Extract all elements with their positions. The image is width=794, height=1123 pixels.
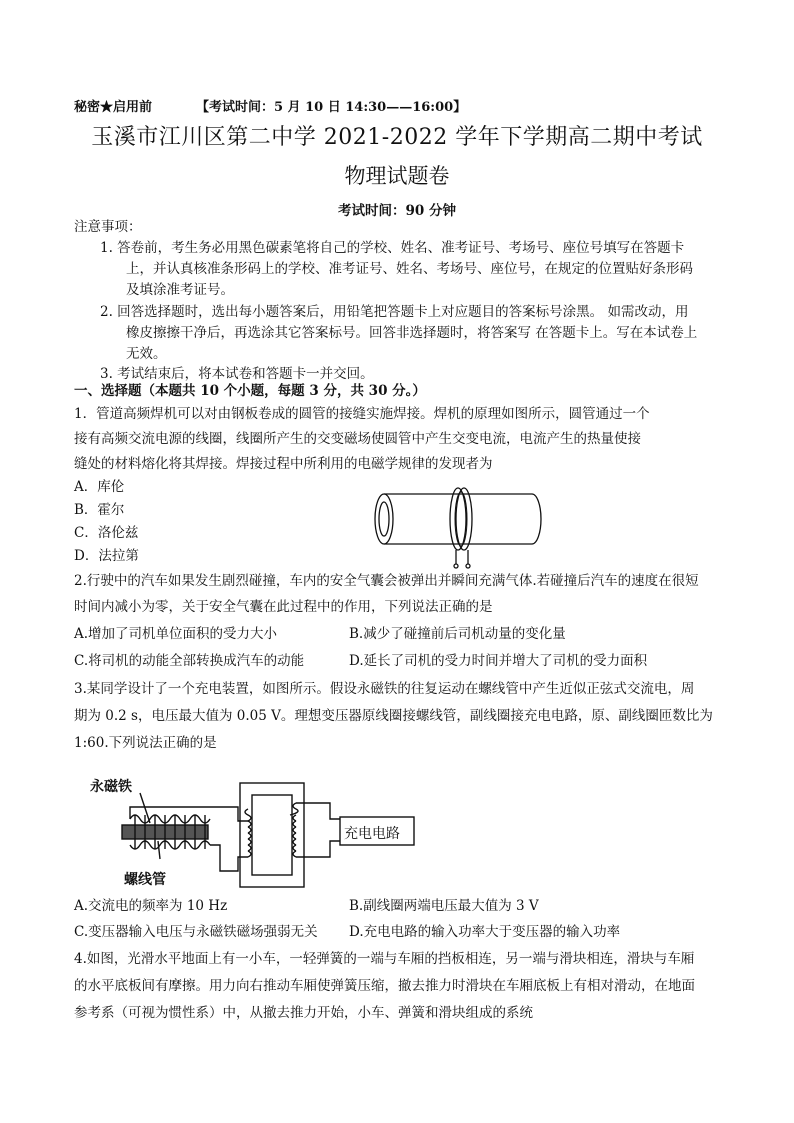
q4-stem-line-2: 的水平底板间有摩擦。用力向右推动车厢使弹簧压缩，撤去推力时滑块在车厢底板上有相对滑动，在地面 [74,978,695,994]
q3-stem-line-2: 期为 0.2 s，电压最大值为 0.05 V。理想变压器原线圈接螺线管，副线圈接充电电路，原、副线圈匝数比为 [74,708,713,724]
q2-option-c: C.将司机的动能全部转换成汽车的动能 [74,653,305,669]
note-2-line-3: 无效。 [126,346,167,362]
q2-option-d: D.延长了司机的受力时间并增大了司机的受力面积 [349,653,648,669]
note-3: 3. 考试结束后，将本试卷和答题卡一并交回。 [100,366,374,382]
note-1-line-2: 上，并认真核准条形码上的学校、准考证号、姓名、考场号、座位号，在规定的位置贴好条形码 [126,261,693,277]
transformer-figure [90,773,420,893]
q3-option-a: A.交流电的频率为 10 Hz [74,898,228,914]
q1-option-d: D．法拉第 [74,548,139,564]
q2-option-a: A.增加了司机单位面积的受力大小 [74,626,278,642]
q3-stem-line-1: 3.某同学设计了一个充电装置，如图所示。假设永磁铁的往复运动在螺线管中产生近似正弦式交流电，周 [74,681,695,697]
secret-label: 秘密★启用前 [74,100,153,115]
q1-option-b: B．霍尔 [74,502,125,518]
note-2-line-1: 2. 回答选择题时，选出每小题答案后，用铅笔把答题卡上对应题目的答案标号涂黑。 如需改动，用 [100,304,689,320]
note-1-line-3: 及填涂准考证号。 [126,282,234,298]
q3-option-b: B.副线圈两端电压最大值为 3 V [349,898,539,914]
notes-heading: 注意事项： [74,219,142,235]
pipe-coil-figure [372,478,547,570]
q2-stem-line-1: 2.行驶中的汽车如果发生剧烈碰撞，车内的安全气囊会被弹出并瞬间充满气体.若碰撞后汽车的速度在很短 [74,573,699,589]
page-subtitle: 物理试题卷 [344,164,450,188]
q3-stem-line-3: 1:60.下列说法正确的是 [74,735,217,751]
solenoid-label: 螺线管 [124,872,166,888]
page-title: 玉溪市江川区第二中学 2021-2022 学年下学期高二期中考试 [91,125,703,150]
q3-option-d: D.充电电路的输入功率大于变压器的输入功率 [349,924,621,940]
q4-stem-line-1: 4.如图，光滑水平地面上有一小车，一轻弹簧的一端与车厢的挡板相连，另一端与滑块相连，滑块与车厢 [74,951,695,967]
exam-time-note: 【考试时间：5 月 10 日 14:30——16:00】 [196,100,467,115]
q2-stem-line-2: 时间内减小为零，关于安全气囊在此过程中的作用，下列说法正确的是 [74,599,493,615]
q4-stem-line-3: 参考系（可视为惯性系）中，从撤去推力开始，小车、弹簧和滑块组成的系统 [74,1005,533,1021]
q1-stem-line-3: 缝处的材料熔化将其焊接。焊接过程中所利用的电磁学规律的发现者为 [74,456,493,472]
note-2-line-2: 橡皮擦擦干净后，再选涂其它答案标号。回答非选择题时，将答案写 在答题卡上。写在本试卷上 [126,325,698,341]
q3-option-c: C.变压器输入电压与永磁铁磁场强弱无关 [74,924,318,940]
q1-stem-line-1: 1．管道高频焊机可以对由钢板卷成的圆管的接缝实施焊接。焊机的原理如图所示，圆管通过一个 [74,406,650,422]
q1-option-c: C．洛伦兹 [74,525,139,541]
magnet-label: 永磁铁 [90,779,132,795]
q2-option-b: B.减少了碰撞前后司机动量的变化量 [349,626,566,642]
section-heading: 一、选择题（本题共 10 个小题，每题 3 分，共 30 分。） [74,383,426,399]
exam-duration: 考试时间：90 分钟 [338,203,456,219]
q1-option-a: A．库伦 [74,479,125,495]
note-1-line-1: 1. 答卷前，考生务必用黑色碳素笔将自己的学校、姓名、准考证号、考场号、座位号填写在答题卡 [100,240,685,256]
charging-circuit-label: 充电电路 [344,826,400,842]
q1-stem-line-2: 接有高频交流电源的线圈，线圈所产生的交变磁场使圆管中产生交变电流，电流产生的热量使接 [74,431,641,447]
